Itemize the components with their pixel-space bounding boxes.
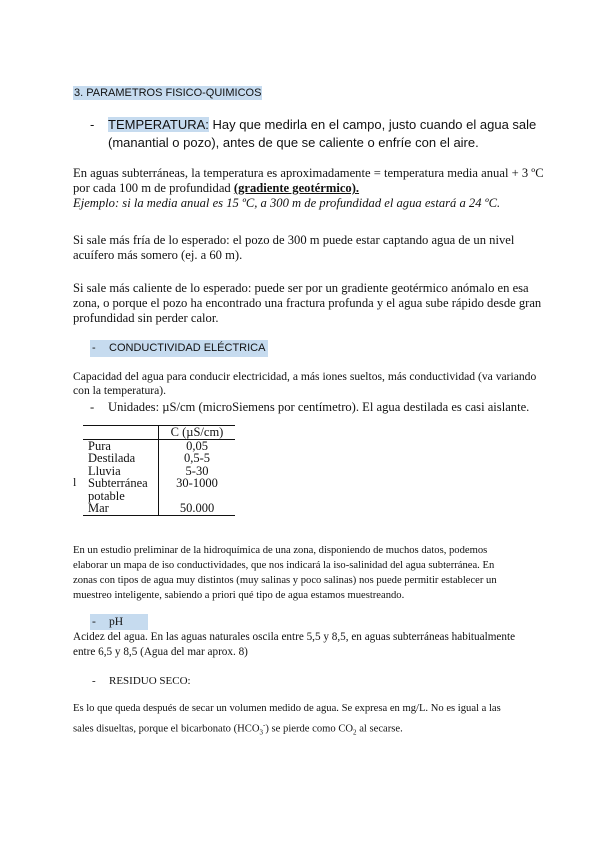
ph-description	[73, 630, 588, 660]
table-cell-value: 50.000	[159, 502, 236, 515]
section-title: 3. PARAMETROS FISICO-QUIMICOS	[74, 87, 262, 99]
temperatura-text-line2: (manantial o pozo), antes de que se caliente o enfríe con el aire.	[108, 135, 479, 150]
temperatura-bullet	[108, 116, 578, 152]
paragraph-gradiente	[73, 166, 583, 211]
residuo-line2-c: al secarse.	[356, 723, 403, 735]
residuo-hco3-superscript: -	[263, 721, 266, 729]
p3-line1: Si sale más caliente de lo esperado: puede ser por un gradiente geotérmico anómalo en esa	[73, 281, 529, 295]
residuo-hco3-subscript: 3	[259, 728, 264, 737]
p4-line4: muestreo inteligente, sabiendo a priori qué tipo de agua estamos muestreando.	[73, 590, 405, 601]
table-cell-value: 0,05	[159, 439, 236, 452]
p4-line1: En un estudio preliminar de la hidroquímica de una zona, disponiendo de muchos datos, podemos	[73, 545, 488, 556]
residuo-line2-a: sales disueltas, porque el bicarbonato (HCO	[73, 723, 260, 735]
table-row	[83, 477, 235, 490]
p3-line3: profundidad sin perder calor.	[73, 311, 219, 325]
conductividad-label: CONDUCTIVIDAD ELÉCTRICA	[109, 342, 266, 354]
table-header-blank	[83, 426, 159, 440]
residuo-co2-subscript: 2	[353, 728, 357, 737]
p4-line2: elaborar un mapa de iso conductividades, que nos indicará la iso-salinidad del agua subterránea. En	[73, 560, 495, 571]
table-cell-label: Subterránea	[88, 476, 148, 490]
table-header-cell: C (µS/cm)	[159, 426, 236, 440]
p1-line1: En aguas subterráneas, la temperatura es aproximadamente = temperatura media anual + 3 ºC	[73, 166, 544, 180]
table-cell-value: 30-1000	[159, 477, 236, 490]
ph-heading	[90, 614, 148, 630]
p1-example: Ejemplo: si la media anual es 15 ºC, a 300 m de profundidad el agua estará a 24 ºC.	[73, 196, 501, 210]
paragraph-iso-conductividades	[73, 543, 588, 603]
paragraph-mas-caliente	[73, 281, 588, 326]
residuo-bullet-marker: -	[92, 675, 96, 687]
table-cell-value: 0,5-5	[159, 452, 236, 465]
unidades-text: Unidades: µS/cm (microSiemens por centímetro). El agua destilada es casi aislante.	[108, 400, 530, 414]
ph-line2: entre 6,5 y 8,5 (Agua del mar aprox. 8)	[73, 646, 248, 658]
p1-line2-bold: (gradiente geotérmico).	[233, 181, 360, 195]
table-cell-label: Destilada	[88, 451, 136, 465]
table-row	[83, 502, 235, 515]
ph-bullet-marker: -	[92, 615, 96, 628]
conductividad-description	[73, 370, 588, 398]
table-header-row	[83, 426, 235, 440]
residuo-description	[73, 700, 588, 742]
conductividad-bullet-marker: -	[92, 342, 96, 354]
conductividad-desc-line2: con la temperatura).	[73, 384, 167, 397]
table-cell-label: Mar	[83, 502, 159, 515]
ph-label: pH	[109, 615, 124, 628]
temperatura-label: TEMPERATURA:	[108, 117, 209, 132]
residuo-label: RESIDUO SECO:	[109, 675, 191, 687]
p1-line2-start: por cada 100 m de profundidad	[73, 181, 234, 195]
table-row	[83, 452, 235, 465]
unidades-bullet-marker: -	[90, 400, 95, 414]
table-cell-value: 5-30	[159, 465, 236, 478]
stray-mark: l	[73, 475, 77, 489]
temperatura-bullet-marker: -	[90, 117, 95, 132]
p3-line2: zona, o porque el pozo ha encontrado una fractura profunda y el agua sube rápido desde gran	[73, 296, 542, 310]
conductividad-heading	[90, 340, 268, 357]
table-cell-label: Lluvia	[88, 463, 121, 478]
ph-line1: Acidez del agua. En las aguas naturales oscila entre 5,5 y 8,5, en aguas subterráneas habitualmente	[73, 631, 516, 643]
table-cell-label: potable	[88, 488, 125, 503]
p2-line1: Si sale más fría de lo esperado: el pozo de 300 m puede estar captando agua de un nivel	[73, 233, 515, 247]
conductividad-desc-line1: Capacidad del agua para conducir electricidad, a más iones sueltos, más conductividad (va variando	[73, 370, 537, 383]
residuo-line2-b: ) se pierde como CO	[265, 723, 354, 735]
residuo-line1: Es lo que queda después de secar un volumen medido de agua. Se expresa en mg/L. No es igual a las	[73, 703, 501, 714]
paragraph-mas-fria	[73, 233, 583, 263]
temperatura-text-line1: Hay que medirla en el campo, justo cuando el agua sale	[208, 117, 537, 132]
table-cell-label: Pura	[88, 438, 111, 453]
residuo-line2	[73, 717, 588, 742]
p2-line2: acuífero más somero (ej. a 60 m).	[73, 248, 243, 262]
conductivity-table	[83, 425, 235, 516]
p4-line3: zonas con tipos de agua muy distintos (muy salinas y poco salinas) nos puede permitir establecer un	[73, 575, 497, 586]
